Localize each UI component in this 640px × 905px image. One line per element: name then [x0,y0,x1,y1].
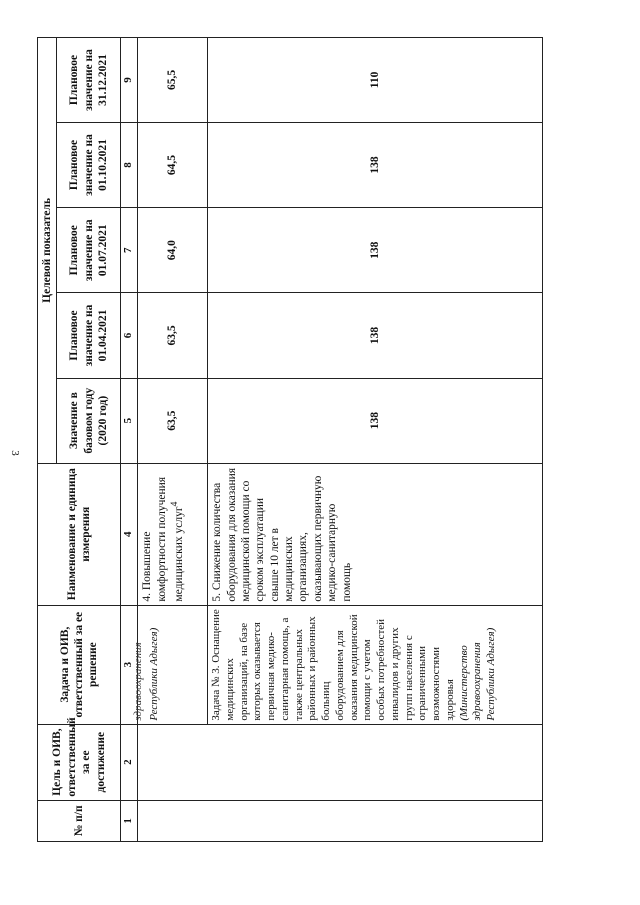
plan-q4-cell: 65,5 [138,38,208,123]
plan-q1-cell: 138 [208,293,543,378]
plan-q2-cell: 64,0 [138,208,208,293]
task-text: Задача № 3. Оснащение медицинских организаций, на базе которых оказывается первичная медико-санитарная помощь, а также центральных районных и районных больниц оборудованием для оказания медицинской помощи с учетом особых потребностей инвалидов и других групп населения с ограниченными возможностями здоровья [210,609,456,721]
col-header-plan-q3: Плановое значение на 01.10.2021 [57,122,121,207]
column-number: 5 [121,378,138,463]
column-number: 8 [121,122,138,207]
column-number: 2 [121,724,138,800]
indicator-table [37,37,543,842]
goal-cell [138,724,543,800]
column-number: 7 [121,208,138,293]
footnote-mark: 4 [168,501,180,507]
column-number: 3 [121,605,138,724]
row-number-cell [138,800,543,841]
task-cell [208,605,543,724]
base-value-cell: 138 [208,378,543,463]
plan-q1-cell: 63,5 [138,293,208,378]
task-ministry: (Министерство здравоохранения Республики Адыгея) [457,627,498,721]
col-header-number: № п/п [38,800,121,841]
page-number: 3 [8,450,21,456]
plan-q3-cell: 138 [208,122,543,207]
col-header-indicator-name: Наименование и единица измерения [38,463,121,605]
indicator-name-cell [138,463,208,605]
task-ministry: Республики Адыгея) [147,627,160,721]
col-header-plan-q2: Плановое значение на 01.07.2021 [57,208,121,293]
col-header-goal: Цель и ОИВ, ответственный за ее достижение [38,724,121,800]
plan-q2-cell: 138 [208,208,543,293]
column-number: 1 [121,800,138,841]
col-header-task: Задача и ОИВ, ответственный за ее решение [38,605,121,724]
task-cell-continued [132,605,208,724]
indicator-name: 5. Снижение количества оборудования для оказания медицинской помощи со сроком эксплуатации свыше 10 лет в медицинских организациях, оказывающих первичную медико-санитарную помощь [211,467,353,602]
column-number: 6 [121,293,138,378]
indicator-name-cell [208,463,543,605]
plan-q4-cell: 110 [208,38,543,123]
column-number: 4 [121,463,138,605]
base-value-cell: 63,5 [138,378,208,463]
rotated-table-wrapper [37,37,543,842]
plan-q3-cell: 64,5 [138,122,208,207]
task-cut-line: здравоохранения [132,642,145,721]
col-header-base-value: Значение в базовом году (2020 год) [57,378,121,463]
col-header-target-indicator: Целевой показатель [38,38,57,464]
table-row [208,38,543,842]
indicator-name: 4. Повышение комфортности получения медицинских услуг [141,476,185,602]
col-header-plan-q1: Плановое значение на 01.04.2021 [57,293,121,378]
table-row [138,38,208,842]
column-number: 9 [121,38,138,123]
col-header-plan-q4: Плановое значение на 31.12.2021 [57,38,121,123]
